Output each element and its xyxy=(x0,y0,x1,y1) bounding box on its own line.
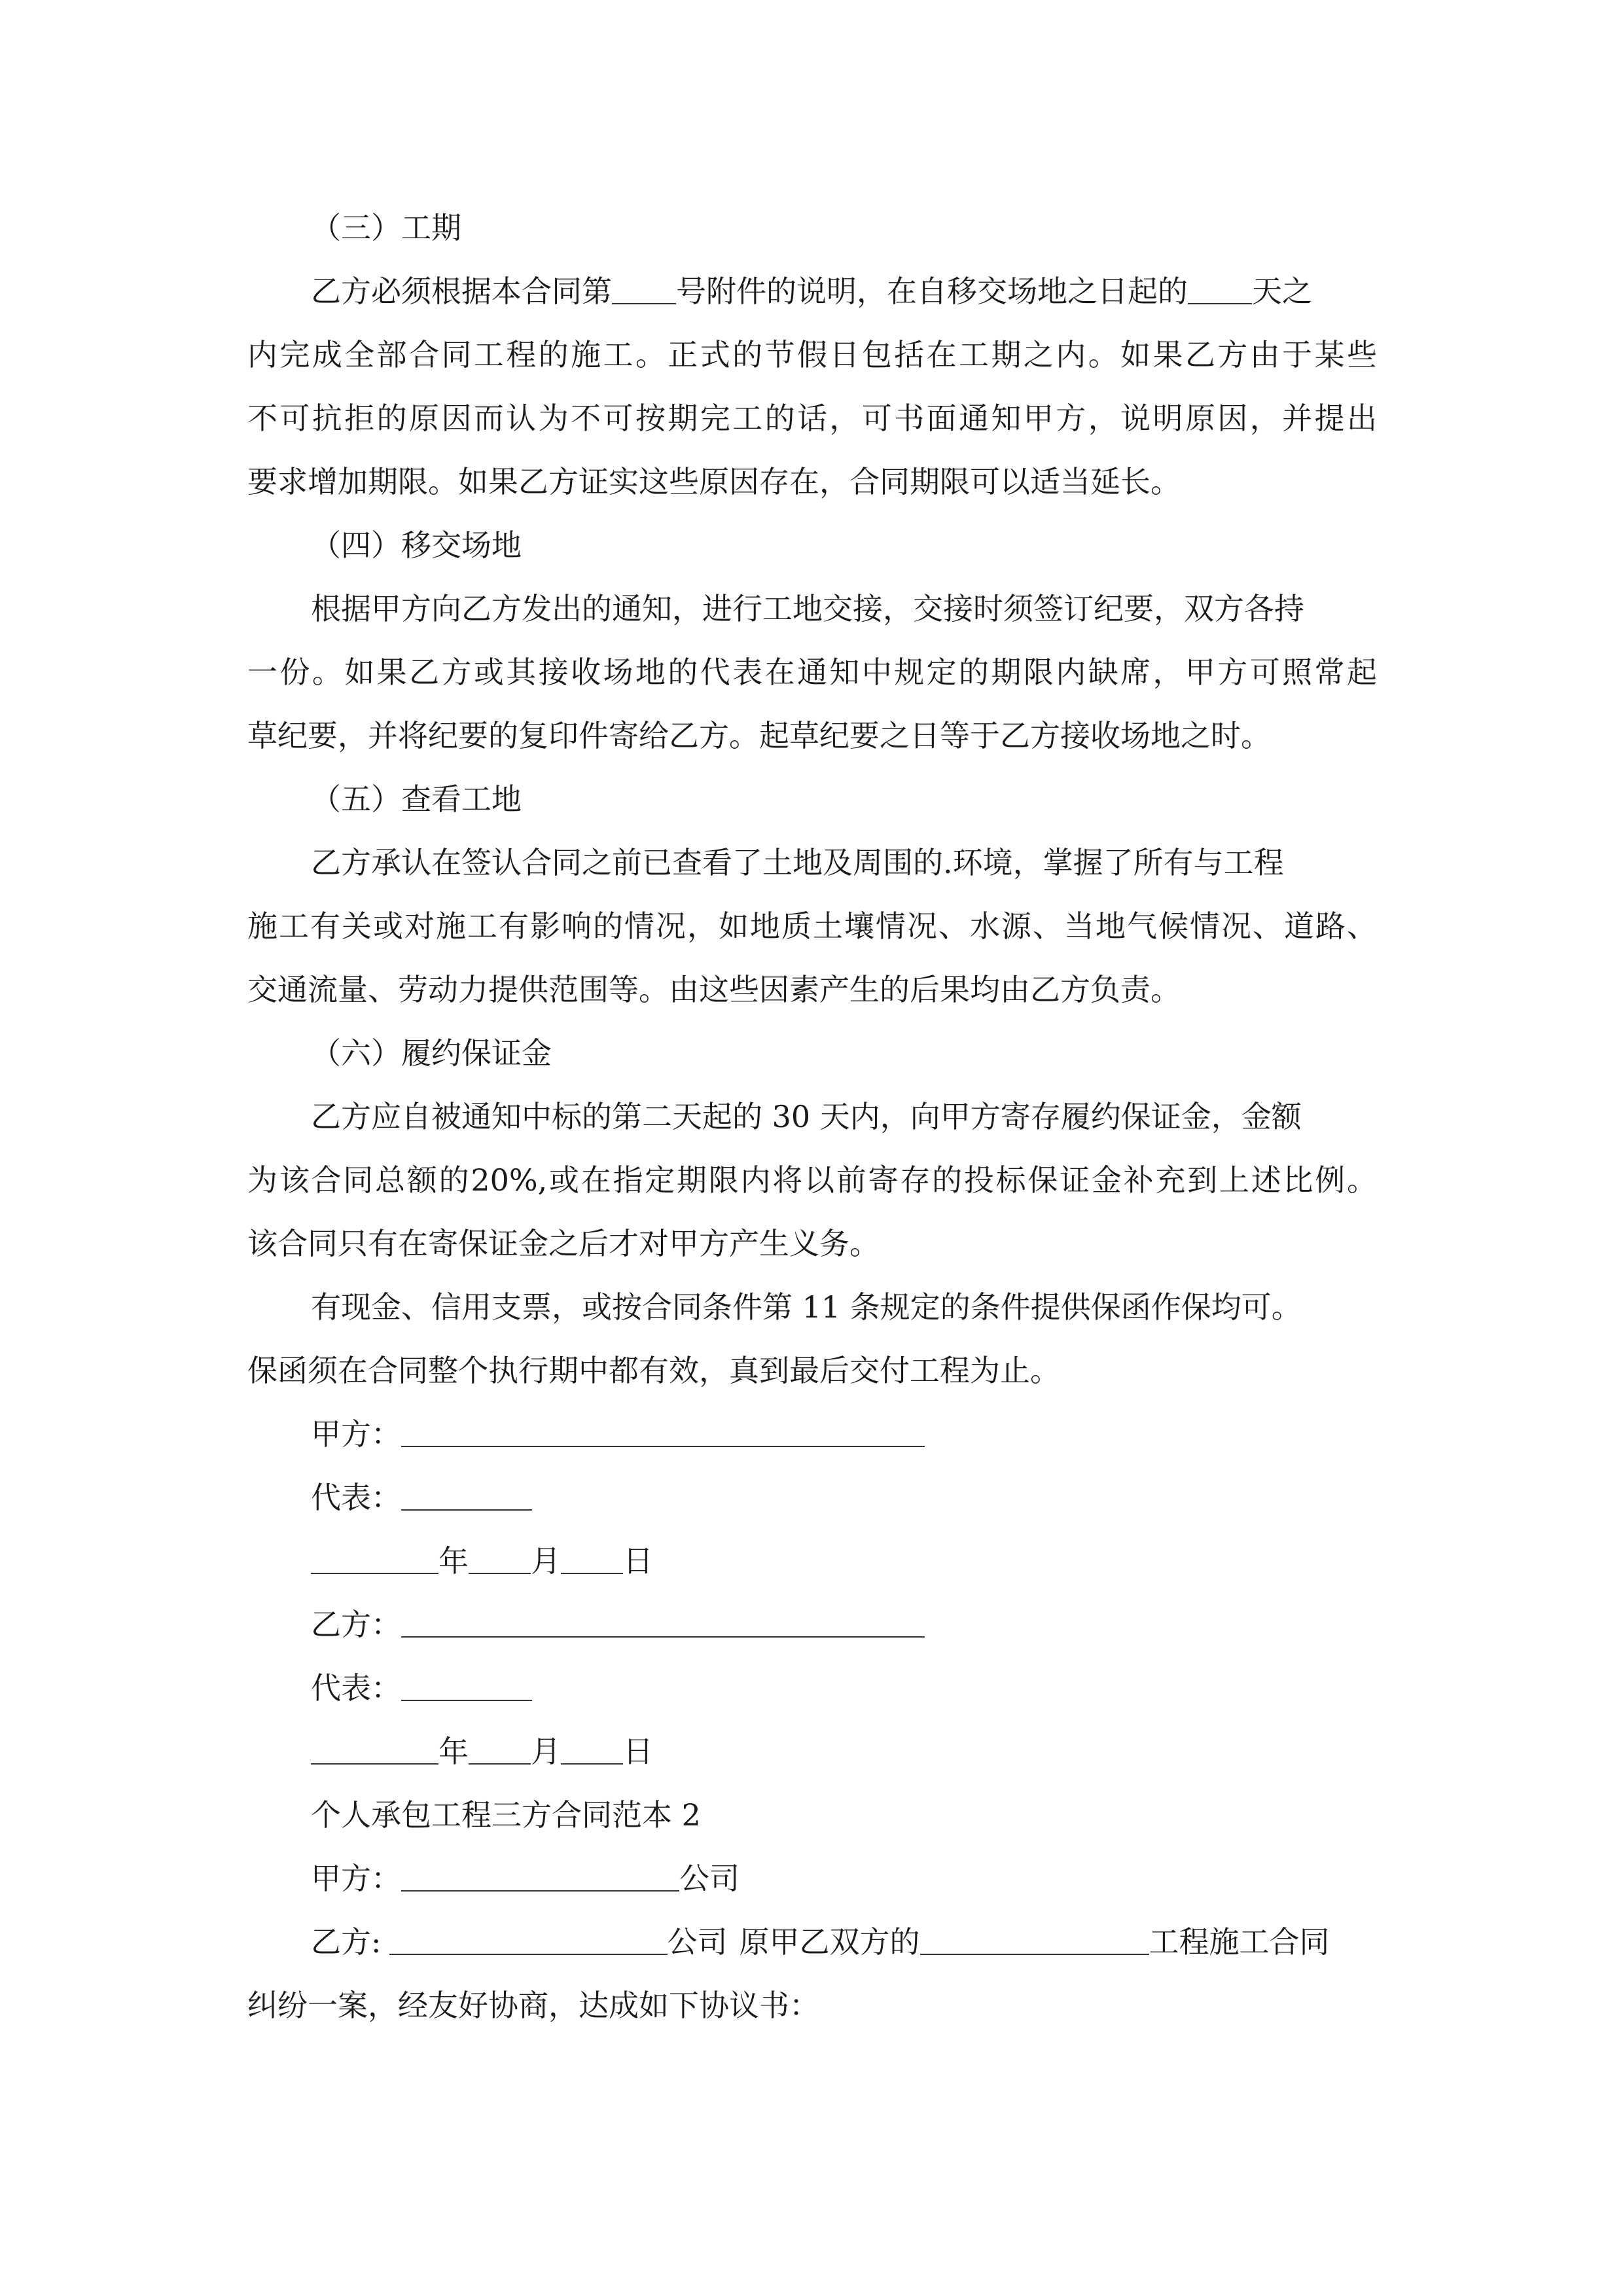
paragraph-line: 草纪要，并将纪要的复印件寄给乙方。起草纪要之日等于乙方接收场地之时。 xyxy=(247,718,1271,753)
signature-party-b xyxy=(311,1605,925,1644)
month-blank xyxy=(469,1541,531,1574)
party-b-label: 乙方: xyxy=(311,1924,382,1960)
paragraph-line: 要求增加期限。如果乙方证实这些原因存在，合同期限可以适当延长。 xyxy=(247,464,1181,499)
day-label: 日 xyxy=(623,1734,653,1769)
paragraph-line: 乙方承认在签认合同之前已查看了土地及周围的.环境，掌握了所有与工程 xyxy=(311,845,1284,880)
party-b-blank xyxy=(401,1605,925,1638)
party-a-label: 甲方： xyxy=(311,1861,401,1896)
paragraph-line: 不可抗拒的原因而认为不可按期完工的话，可书面通知甲方，说明原因，并提出 xyxy=(247,401,1377,436)
rep-label: 代表： xyxy=(311,1480,401,1515)
year-label: 年 xyxy=(438,1543,469,1579)
day-label: 日 xyxy=(623,1543,653,1579)
section-heading-4: （四）移交场地 xyxy=(311,528,522,563)
signature-date-a xyxy=(311,1541,653,1581)
party-b-label: 乙方： xyxy=(311,1607,401,1642)
year-label: 年 xyxy=(438,1734,469,1769)
day-blank xyxy=(561,1541,623,1574)
text-segment: 号附件的说明，在自移交场地之日起的 xyxy=(676,274,1188,309)
year-blank xyxy=(311,1732,438,1765)
paragraph-line: 交通流量、劳动力提供范围等。由这些因素产生的后果均由乙方负责。 xyxy=(247,972,1181,1007)
rep-blank xyxy=(401,1478,532,1511)
rep-blank xyxy=(401,1668,532,1701)
section-heading-3: （三）工期 xyxy=(311,210,461,245)
month-label: 月 xyxy=(531,1543,561,1579)
paragraph-line: 该合同只有在寄保证金之后才对甲方产生义务。 xyxy=(247,1226,880,1261)
month-blank xyxy=(469,1732,531,1765)
party-a-blank xyxy=(401,1859,679,1892)
text-segment: 天之 xyxy=(1252,274,1312,309)
signature-rep-a xyxy=(311,1478,532,1517)
paragraph-line: 保函须在合同整个执行期中都有效，真到最后交付工程为止。 xyxy=(247,1353,1060,1388)
rep-label: 代表： xyxy=(311,1670,401,1706)
fill-blank xyxy=(612,272,676,304)
company-label: 公司 xyxy=(667,1924,728,1960)
signature-party-a xyxy=(311,1414,925,1454)
text-segment: 原甲乙双方的 xyxy=(739,1924,920,1960)
party-a-label: 甲方： xyxy=(311,1416,401,1452)
section-heading-5: （五）查看工地 xyxy=(311,781,522,817)
signature-rep-b xyxy=(311,1668,532,1708)
fill-blank xyxy=(1188,272,1252,304)
sample2-party-a xyxy=(311,1859,740,1898)
paragraph-line: 有现金、信用支票，或按合同条件第 11 条规定的条件提供保函作保均可。 xyxy=(311,1289,1302,1325)
paragraph-line: 根据甲方向乙方发出的通知，进行工地交接，交接时须签订纪要，双方各持 xyxy=(311,591,1304,626)
section-heading-6: （六）履约保证金 xyxy=(311,1035,552,1071)
paragraph-line: 一份。如果乙方或其接收场地的代表在通知中规定的期限内缺席，甲方可照常起 xyxy=(247,655,1377,690)
paragraph-line: 乙方应自被通知中标的第二天起的 30 天内，向甲方寄存履约保证金，金额 xyxy=(311,1099,1302,1134)
paragraph-line: 内完成全部合同工程的施工。正式的节假日包括在工期之内。如果乙方由于某些 xyxy=(247,337,1377,372)
day-blank xyxy=(561,1732,623,1765)
text-segment: 工程施工合同 xyxy=(1149,1924,1330,1960)
month-label: 月 xyxy=(531,1734,561,1769)
company-label: 公司 xyxy=(679,1861,740,1896)
text-segment: 乙方必须根据本合同第 xyxy=(311,274,612,309)
project-blank xyxy=(920,1922,1149,1955)
sample2-party-b xyxy=(311,1922,1330,1962)
year-blank xyxy=(311,1541,438,1574)
sample2-title: 个人承包工程三方合同范本 2 xyxy=(311,1797,701,1833)
paragraph-line xyxy=(311,272,1312,311)
paragraph-line: 纠纷一案，经友好协商，达成如下协议书： xyxy=(247,1988,819,2023)
paragraph-line: 施工有关或对施工有影响的情况，如地质土壤情况、水源、当地气候情况、道路、 xyxy=(247,908,1377,944)
party-a-blank xyxy=(401,1414,925,1447)
paragraph-line: 为该合同总额的20%,或在指定期限内将以前寄存的投标保证金补充到上述比例。 xyxy=(247,1162,1377,1198)
party-b-blank xyxy=(389,1922,668,1955)
signature-date-b xyxy=(311,1732,653,1771)
